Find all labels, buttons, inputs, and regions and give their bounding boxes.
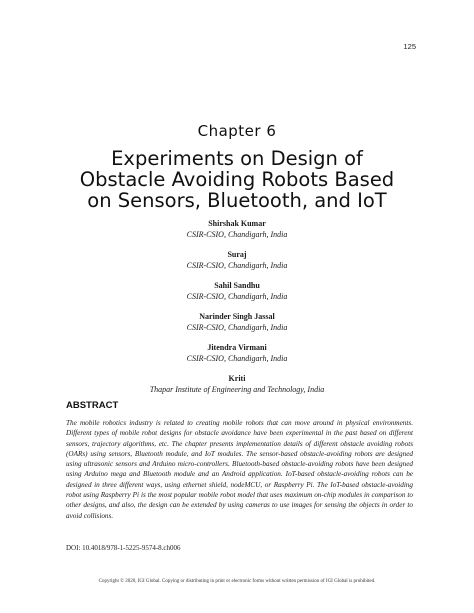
author-entry [40, 342, 434, 373]
author-affiliation: Thapar Institute of Engineering and Technology, India [149, 385, 325, 394]
chapter-title [40, 148, 434, 211]
author-entry [40, 280, 434, 311]
chapter-title-line: on Sensors, Bluetooth, and IoT [87, 189, 387, 212]
author-name: Narinder Singh Jassal [199, 312, 275, 321]
author-entry [40, 218, 434, 249]
author-entry [40, 249, 434, 280]
author-affiliation: CSIR-CSIO, Chandigarh, India [186, 230, 288, 239]
author-list [40, 218, 434, 404]
author-name: Kriti [228, 374, 246, 383]
page-number: 125 [403, 42, 416, 51]
abstract-text: The mobile robotics industry is related to creating mobile robots that can move around in physical environments. Different types of mobile robot designs for obstacle avoidance have been experimental in the past based on different sensors, trajectory algorithms, etc. The chapter presents implementation details of different obstacle avoiding robots (OARs) using sensors, Bluetooth module, and IoT modules. The sensor-based obstacle-avoiding robots are designed using ultrasonic sensors and Arduino micro-controllers. Bluetooth-based obstacle-avoiding robots have been designed using Arduino mega and Bluetooth module and an Android application. IoT-based obstacle-avoiding robots can be designed in three different ways, using ethernet shield, nodeMCU, or Raspberry Pi. The IoT-based obstacle-avoiding robot using Raspberry Pi is the most popular mobile robot model that uses maximum on-chip modules in comparison to other designs, and also, the design can be extended by using cameras to use images for sensing the objects in order to avoid collisions. [66, 419, 413, 520]
author-name: Sahil Sandhu [214, 281, 260, 290]
chapter-title-line: Experiments on Design of [111, 147, 363, 170]
author-name: Suraj [227, 250, 247, 259]
author-entry [40, 311, 434, 342]
author-name: Jitendra Virmani [207, 343, 267, 352]
author-affiliation: CSIR-CSIO, Chandigarh, India [186, 261, 288, 270]
chapter-label: Chapter 6 [197, 122, 277, 140]
copyright-notice: Copyright © 2020, IGI Global. Copying or distributing in print or electronic forms without written permission of IGI Global is prohibited. [98, 579, 376, 584]
doi-reference: DOI: 10.4018/978-1-5225-9574-8.ch006 [66, 544, 181, 552]
author-affiliation: CSIR-CSIO, Chandigarh, India [186, 292, 288, 301]
chapter-title-line: Obstacle Avoiding Robots Based [79, 168, 395, 191]
author-affiliation: CSIR-CSIO, Chandigarh, India [186, 354, 288, 363]
author-affiliation: CSIR-CSIO, Chandigarh, India [186, 323, 288, 332]
abstract-heading: ABSTRACT [66, 400, 119, 411]
author-name: Shirshak Kumar [208, 219, 266, 228]
